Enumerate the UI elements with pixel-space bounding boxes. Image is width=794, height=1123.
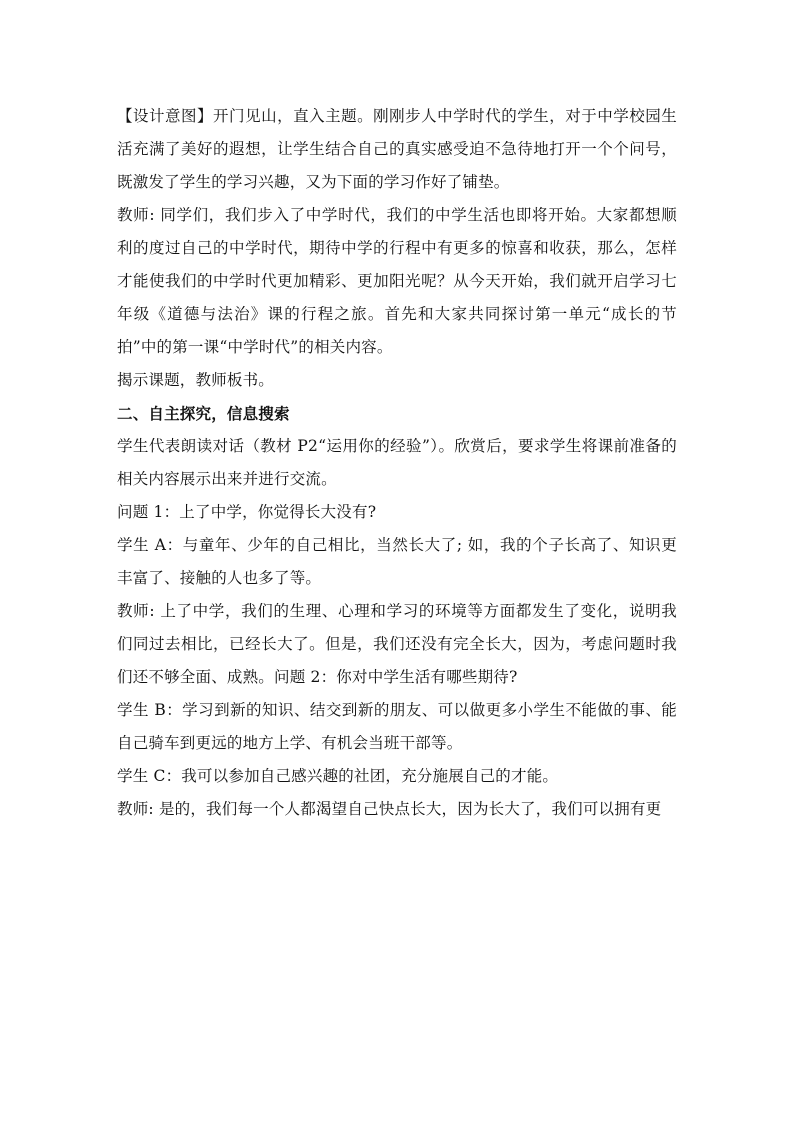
document-page	[117, 100, 677, 826]
student-b-paragraph: 学生 B：学习到新的知识、结交到新的朋友、可以做更多小学生不能做的事、能自己骑车到更远的地方上学、有机会当班干部等。	[117, 701, 677, 752]
section-heading: 二、自主探究，信息搜索	[117, 404, 290, 423]
teacher-closing-paragraph: 教师: 是的，我们每一个人都渴望自己快点长大，因为长大了，我们可以拥有更	[117, 800, 662, 818]
design-intent-paragraph: 【设计意图】开门见山，直入主题。刚刚步人中学时代的学生，对于中学校园生活充满了美好的遐想，让学生结合自己的真实感受迫不急待地打开一个个问号，既激发了学生的学习兴趣，又为下面的学习作好了铺垫。	[117, 107, 677, 191]
question-1-paragraph: 问题 1：上了中学，你觉得长大没有?	[117, 503, 377, 521]
teacher-intro-paragraph: 教师: 同学们，我们步入了中学时代，我们的中学生活也即将开始。大家都想顺利的度过自己的中学时代，期待中学的行程中有更多的惊喜和收获，那么，怎样才能使我们的中学时代更加精彩、更加阳光呢？从今天开始，我们就开启学习七年级《道德与法治》课的行程之旅。首先和大家共同探讨第一单元“成长的节拍”中的第一课“中学时代”的相关内容。	[117, 206, 677, 356]
student-reading-paragraph: 学生代表朗读对话（教材 P2“运用你的经验”）。欣赏后，要求学生将课前准备的相关内容展示出来并进行交流。	[117, 437, 677, 488]
reveal-topic-paragraph: 揭示课题，教师板书。	[117, 371, 275, 389]
student-a-paragraph: 学生 A：与童年、少年的自己相比，当然长大了; 如，我的个子长高了、知识更丰富了、接触的人也多了等。	[117, 536, 677, 587]
student-c-paragraph: 学生 C：我可以参加自己感兴趣的社团，充分施展自己的才能。	[117, 767, 559, 785]
teacher-response-paragraph: 教师: 上了中学，我们的生理、心理和学习的环境等方面都发生了变化，说明我们同过去相比，已经长大了。但是，我们还没有完全长大，因为，考虑问题时我们还不够全面、成熟。问题 2：你对中学生活有哪些期待?	[117, 602, 677, 686]
